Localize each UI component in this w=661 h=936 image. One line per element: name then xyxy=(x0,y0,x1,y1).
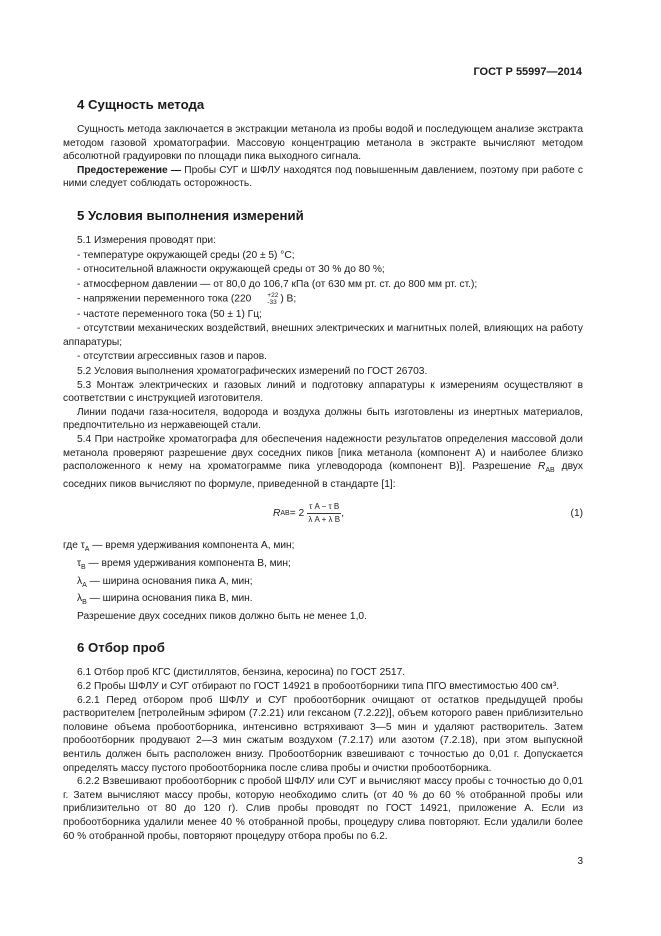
list-item: - температуре окружающей среды (20 ± 5) °С; xyxy=(77,249,295,261)
paragraph: 5.1 Измерения проводят при: xyxy=(77,234,216,246)
legend-sub: A xyxy=(84,546,90,554)
legend-symbol: λ xyxy=(77,593,83,605)
list-item-voltage xyxy=(63,292,583,306)
p54-end: двух соседних пиков вычисляют по формуле, приведенной в стандарте [1]: xyxy=(63,461,583,490)
legend-sub: B xyxy=(81,564,86,572)
warning-label: Предостережение — xyxy=(77,164,182,176)
formula-legend xyxy=(63,539,583,610)
paragraph: 5.3 Монтаж электрических и газовых линий и подготовку аппаратуры к измерениям осуществляют в соответствии с инструкцией изготовителя. xyxy=(63,379,583,405)
legend-text: — ширина основания пика А, мин; xyxy=(86,575,253,587)
paragraph: 6.2.2 Взвешивают пробоотборник с пробой ШФЛУ или СУГ и вычисляют массу пробы с точностью до 0,01 г. Затем вычисляют массу пробы, которую необходимо слить (от 40 % до 60 % отобранной пробы или приблизительно от 80 до 120 г). Слив пробы проводят по ГОСТ 14921, приложение А. Если из пробоотборника удалили менее 40 % отобранной пробы, процедуру слива повторяют. Если удалили более 60 % отобранной пробы, повторяют процедуру отбора пробы по 6.2. xyxy=(63,776,583,842)
list-item: - атмосферном давлении — от 80,0 до 106,7 кПа (от 630 мм рт. ст. до 800 мм рт. ст.); xyxy=(77,278,478,290)
warning-text: Пробы СУГ и ШФЛУ находятся под повышенным давлением, поэтому при работе с ними следует соблюдать осторожность. xyxy=(63,164,583,190)
paragraph: 6.1 Отбор проб КГС (дистиллятов, бензина, керосина) по ГОСТ 2517. xyxy=(77,667,406,679)
paragraph: Сущность метода заключается в экстракции метанола из пробы водой и последующем анализе экстракта методом газовой хроматографии. Массовую концентрацию метанола в экстракте вычисляют методом абсолютной градуировки по площади пика выходного сигнала. xyxy=(63,124,583,163)
paragraph: 6.2.1 Перед отбором проб ШФЛУ и СУГ пробоотборник очищают от остатков предыдущей пробы растворителем [петролейным эфиром (7.2.21) или гексаном (7.2.22)], объем которого равен приблизительно половине объема пробоотборника, интенсивно встряхивают 3—5 мин и удаляют растворитель. Затем пробоотборник продувают 2—3 мин сжатым воздухом (7.2.17) или азотом (7.2.18), при этом выпускной вентиль должен быть расположен внизу. Пробоотборник взвешивают с точностью до 0,01 г. Допускается определять массу пустого пробоотборника после слива пробы и очистки пробоотборника. xyxy=(63,694,583,774)
formula-eq: = 2 xyxy=(289,508,305,520)
formula-numerator: τ A − τ B xyxy=(307,501,341,514)
legend-symbol: τ xyxy=(77,558,82,569)
voltage-tolerance xyxy=(253,292,278,306)
legend-item xyxy=(63,575,583,593)
warning-paragraph xyxy=(63,164,583,191)
list-item: - относительной влажности окружающей среды от 30 % до 80 %; xyxy=(77,264,385,276)
formula-lhs-sub: AB xyxy=(280,510,290,518)
legend-sub: B xyxy=(82,599,87,607)
legend-sub: A xyxy=(82,581,87,589)
formula-number: (1) xyxy=(570,508,583,520)
legend-text: — время удерживания компонента А, мин; xyxy=(89,540,295,552)
legend-symbol: λ xyxy=(77,575,83,587)
tolerance-plus: +22 xyxy=(267,292,279,300)
list-item: - частоте переменного тока (50 ± 1) Гц; xyxy=(77,308,262,320)
formula-1 xyxy=(63,497,583,535)
list-item: - отсутствии механических воздействий, внешних электрических и магнитных полей, влияющих на работу аппаратуры; xyxy=(63,323,583,348)
section-5-heading: 5 Условия выполнения измерений xyxy=(77,207,304,223)
paragraph xyxy=(63,433,583,491)
paragraph: Разрешение двух соседних пиков должно быть не менее 1,0. xyxy=(77,610,367,622)
symbol-r: R xyxy=(538,461,546,473)
paragraph: 5.2 Условия выполнения хроматографических измерений по ГОСТ 26703. xyxy=(77,366,428,377)
legend-item xyxy=(63,592,583,610)
formula-denominator: λ A + λ B xyxy=(308,515,341,525)
formula-lhs: R xyxy=(273,508,281,520)
paragraph: Линии подачи газа-носителя, водорода и воздуха должны быть изготовлены из инертных материалов, предпочтительно из нержавеющей стали. xyxy=(63,406,583,432)
legend-item xyxy=(63,539,583,557)
tolerance-minus: -33 xyxy=(267,299,277,307)
page-number: 3 xyxy=(577,856,583,868)
section-6-heading: 6 Отбор проб xyxy=(77,640,165,656)
formula-fraction xyxy=(307,501,341,526)
paragraph: 6.2 Пробы ШФЛУ и СУГ отбирают по ГОСТ 14921 в пробоотборники типа ПГО вместимостью 400 см³. xyxy=(77,681,560,693)
p54-text: 5.4 При настройке хроматографа для обеспечения надежности результатов определения массовой доли метанола проверяют разрешение двух соседних пиков [пика метанола (компонент А) и наиболее близко расположенного к нему на хроматограмме пика углеводорода (компонент В)]. Разрешение xyxy=(63,433,583,473)
page-body xyxy=(63,96,583,869)
legend-pre: где xyxy=(63,540,81,552)
legend-symbol: τ xyxy=(80,540,85,552)
formula-tail: , xyxy=(341,508,345,520)
legend-text: — ширина основания пика В, мин. xyxy=(86,593,253,605)
document-header: ГОСТ Р 55997—2014 xyxy=(473,66,582,78)
voltage-unit: ) В; xyxy=(280,294,297,306)
list-item: - отсутствии агрессивных газов и паров. xyxy=(77,351,267,363)
voltage-text: - напряжении переменного тока (220 xyxy=(77,294,252,306)
section-4-heading: 4 Сущность метода xyxy=(77,97,205,112)
symbol-r-sub: AB xyxy=(545,467,555,475)
legend-item xyxy=(63,557,583,575)
legend-text: — время удерживания компонента В, мин; xyxy=(85,558,291,569)
